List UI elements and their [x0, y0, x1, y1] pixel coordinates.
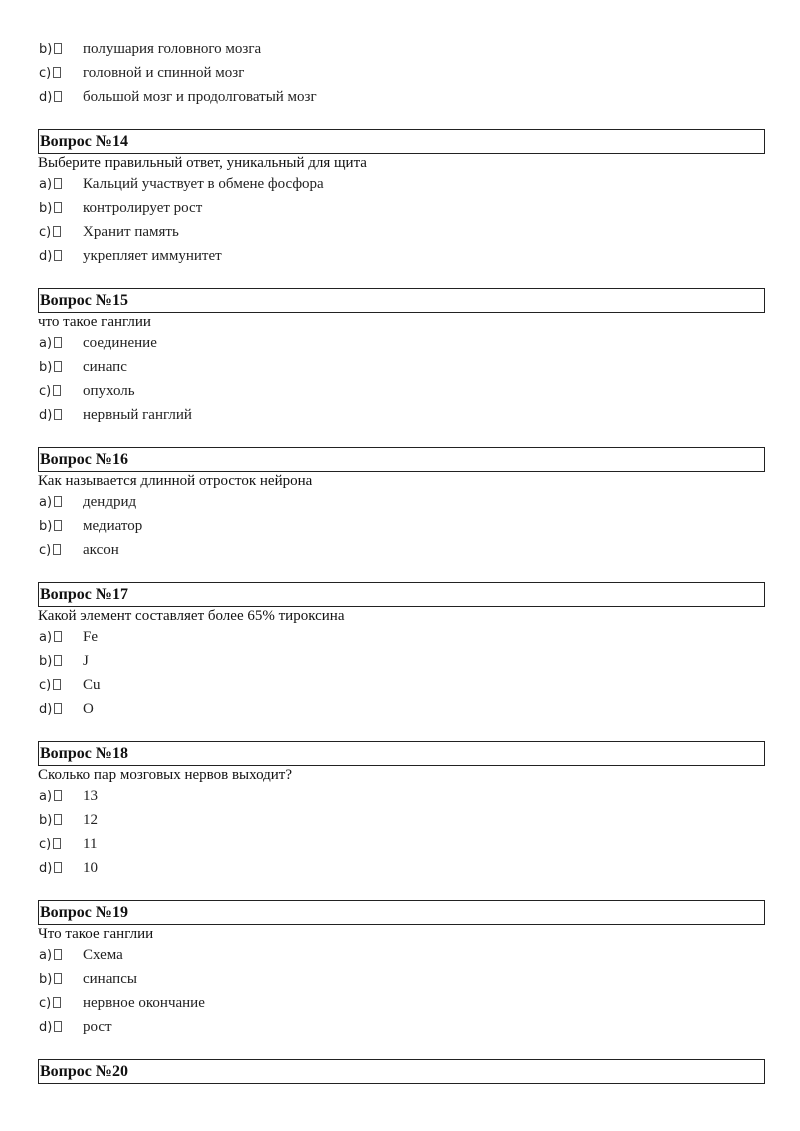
- option-text: контролирует рост: [83, 199, 203, 216]
- option-text: O: [83, 700, 94, 717]
- question-text: что такое ганглии: [38, 314, 151, 330]
- question-header: [38, 447, 765, 472]
- answer-option[interactable]: [39, 86, 317, 108]
- checkbox-icon[interactable]: [54, 790, 62, 801]
- checkbox-icon[interactable]: [54, 1021, 62, 1032]
- answer-option[interactable]: [39, 944, 123, 966]
- option-letter: c): [39, 836, 52, 852]
- option-text: укрепляет иммунитет: [83, 247, 222, 264]
- answer-option[interactable]: [39, 809, 98, 831]
- option-text: рост: [83, 1018, 112, 1035]
- question-text: Как называется длинной отросток нейрона: [38, 473, 313, 489]
- question-text: Сколько пар мозговых нервов выходит?: [38, 767, 293, 783]
- option-letter: d): [39, 1019, 53, 1035]
- checkbox-icon[interactable]: [54, 178, 62, 189]
- question-title: Вопрос №17: [40, 585, 128, 603]
- option-text: Кальций участвует в обмене фосфора: [83, 175, 324, 192]
- checkbox-icon[interactable]: [54, 202, 62, 213]
- option-text: Хранит память: [83, 223, 179, 240]
- option-letter: d): [39, 407, 53, 423]
- option-letter: a): [39, 176, 53, 192]
- answer-option[interactable]: [39, 380, 135, 402]
- option-letter: b): [39, 200, 53, 216]
- checkbox-icon[interactable]: [53, 226, 61, 237]
- option-text: головной и спинной мозг: [83, 64, 245, 81]
- option-text: 13: [83, 787, 98, 804]
- option-text: полушария головного мозга: [83, 40, 262, 57]
- option-text: большой мозг и продолговатый мозг: [83, 88, 317, 105]
- option-text: синапсы: [83, 970, 137, 987]
- option-letter: b): [39, 653, 53, 669]
- checkbox-icon[interactable]: [54, 631, 62, 642]
- checkbox-icon[interactable]: [54, 655, 62, 666]
- answer-option[interactable]: [39, 491, 136, 513]
- checkbox-icon[interactable]: [54, 814, 62, 825]
- answer-option[interactable]: [39, 626, 98, 648]
- checkbox-icon[interactable]: [54, 973, 62, 984]
- answer-option[interactable]: [39, 698, 94, 720]
- question-header: [38, 741, 765, 766]
- answer-option[interactable]: [39, 245, 222, 267]
- option-text: соединение: [83, 334, 157, 351]
- option-letter: a): [39, 788, 53, 804]
- answer-option[interactable]: [39, 992, 205, 1014]
- option-text: опухоль: [83, 382, 135, 399]
- option-text: нервный ганглий: [83, 406, 192, 423]
- question-title: Вопрос №16: [40, 450, 128, 468]
- checkbox-icon[interactable]: [53, 544, 61, 555]
- option-letter: b): [39, 41, 53, 57]
- option-letter: b): [39, 518, 53, 534]
- option-letter: c): [39, 995, 52, 1011]
- option-text: медиатор: [83, 517, 143, 534]
- question-header: [38, 900, 765, 925]
- checkbox-icon[interactable]: [53, 385, 61, 396]
- question-title: Вопрос №15: [40, 291, 128, 309]
- option-letter: c): [39, 383, 52, 399]
- checkbox-icon[interactable]: [54, 91, 62, 102]
- checkbox-icon[interactable]: [54, 361, 62, 372]
- checkbox-icon[interactable]: [54, 949, 62, 960]
- answer-option[interactable]: [39, 833, 97, 855]
- option-text: Схема: [83, 946, 123, 963]
- answer-option[interactable]: [39, 1016, 112, 1038]
- option-text: J: [83, 652, 89, 669]
- answer-option[interactable]: [39, 857, 98, 879]
- answer-option[interactable]: [39, 650, 89, 672]
- question-header: [38, 129, 765, 154]
- checkbox-icon[interactable]: [54, 337, 62, 348]
- answer-option[interactable]: [39, 674, 101, 696]
- option-letter: b): [39, 971, 53, 987]
- option-text: Cu: [83, 676, 101, 693]
- checkbox-icon[interactable]: [54, 43, 62, 54]
- answer-option[interactable]: [39, 515, 142, 537]
- answer-option[interactable]: [39, 173, 324, 195]
- option-letter: c): [39, 224, 52, 240]
- option-text: 11: [83, 835, 98, 852]
- option-letter: d): [39, 248, 53, 264]
- checkbox-icon[interactable]: [54, 409, 62, 420]
- checkbox-icon[interactable]: [54, 703, 62, 714]
- answer-option[interactable]: [39, 38, 261, 60]
- question-header: [38, 582, 765, 607]
- option-letter: a): [39, 494, 53, 510]
- question-text: Какой элемент составляет более 65% тироксина: [38, 608, 345, 624]
- answer-option[interactable]: [39, 62, 244, 84]
- option-letter: d): [39, 860, 53, 876]
- option-text: дендрид: [83, 493, 137, 510]
- option-text: аксон: [83, 541, 119, 558]
- checkbox-icon[interactable]: [53, 997, 61, 1008]
- option-letter: c): [39, 65, 52, 81]
- question-title: Вопрос №19: [40, 903, 128, 921]
- option-letter: b): [39, 359, 53, 375]
- option-text: Fe: [83, 628, 98, 645]
- option-letter: a): [39, 335, 53, 351]
- question-title: Вопрос №20: [40, 1062, 128, 1080]
- checkbox-icon[interactable]: [54, 520, 62, 531]
- checkbox-icon[interactable]: [53, 67, 61, 78]
- answer-option[interactable]: [39, 356, 127, 378]
- question-title: Вопрос №18: [40, 744, 128, 762]
- answer-option[interactable]: [39, 221, 179, 243]
- checkbox-icon[interactable]: [54, 250, 62, 261]
- answer-option[interactable]: [39, 332, 157, 354]
- option-text: нервное окончание: [83, 994, 205, 1011]
- checkbox-icon[interactable]: [53, 679, 61, 690]
- checkbox-icon[interactable]: [54, 862, 62, 873]
- option-text: синапс: [83, 358, 127, 375]
- checkbox-icon[interactable]: [54, 496, 62, 507]
- option-letter: a): [39, 629, 53, 645]
- question-title: Вопрос №14: [40, 132, 128, 150]
- answer-option[interactable]: [39, 404, 192, 426]
- option-letter: c): [39, 542, 52, 558]
- option-letter: c): [39, 677, 52, 693]
- checkbox-icon[interactable]: [53, 838, 61, 849]
- question-text: Выберите правильный ответ, уникальный для щита: [38, 155, 367, 171]
- question-header: [38, 1059, 765, 1084]
- option-letter: b): [39, 812, 53, 828]
- option-text: 10: [83, 859, 98, 876]
- option-text: 12: [83, 811, 98, 828]
- answer-option[interactable]: [39, 785, 98, 807]
- question-text: Что такое ганглии: [38, 926, 154, 942]
- answer-option[interactable]: [39, 968, 137, 990]
- answer-option[interactable]: [39, 197, 202, 219]
- question-header: [38, 288, 765, 313]
- option-letter: d): [39, 701, 53, 717]
- answer-option[interactable]: [39, 539, 119, 561]
- option-letter: a): [39, 947, 53, 963]
- option-letter: d): [39, 89, 53, 105]
